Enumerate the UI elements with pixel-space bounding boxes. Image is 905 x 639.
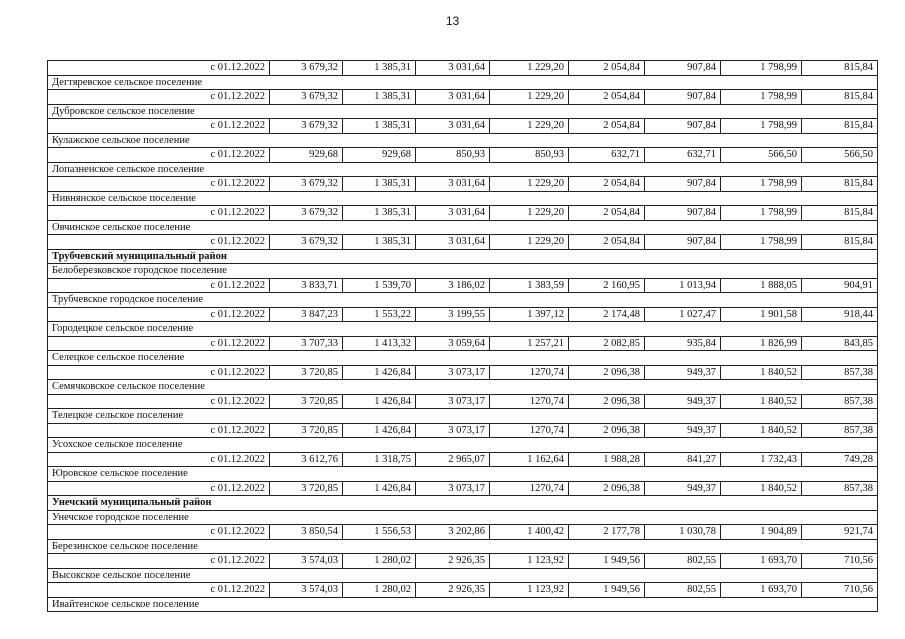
effective-date-cell: с 01.12.2022 bbox=[48, 206, 270, 221]
value-cell: 1 840,52 bbox=[721, 481, 802, 496]
value-cell: 3 720,85 bbox=[270, 394, 343, 409]
effective-date-cell: с 01.12.2022 bbox=[48, 61, 270, 76]
value-cell: 3 679,32 bbox=[270, 177, 343, 192]
value-cell: 815,84 bbox=[802, 119, 878, 134]
effective-date-cell: с 01.12.2022 bbox=[48, 452, 270, 467]
value-cell: 3 574,03 bbox=[270, 554, 343, 569]
value-cell: 857,38 bbox=[802, 481, 878, 496]
effective-date-cell: с 01.12.2022 bbox=[48, 394, 270, 409]
table-row bbox=[48, 452, 878, 467]
value-cell: 815,84 bbox=[802, 61, 878, 76]
value-cell: 1 397,12 bbox=[490, 307, 569, 322]
settlement-row bbox=[48, 264, 878, 279]
value-cell: 1 553,22 bbox=[343, 307, 416, 322]
value-cell: 921,74 bbox=[802, 525, 878, 540]
table-row bbox=[48, 307, 878, 322]
value-cell: 3 073,17 bbox=[416, 394, 490, 409]
value-cell: 1 385,31 bbox=[343, 119, 416, 134]
value-cell: 1 385,31 bbox=[343, 235, 416, 250]
value-cell: 1 123,92 bbox=[490, 583, 569, 598]
effective-date-cell: с 01.12.2022 bbox=[48, 235, 270, 250]
district-name: Трубчевский муниципальный район bbox=[48, 249, 878, 264]
value-cell: 3 720,85 bbox=[270, 423, 343, 438]
value-cell: 3 679,32 bbox=[270, 61, 343, 76]
effective-date-cell: с 01.12.2022 bbox=[48, 148, 270, 163]
value-cell: 3 833,71 bbox=[270, 278, 343, 293]
district-header-row bbox=[48, 249, 878, 264]
value-cell: 3 574,03 bbox=[270, 583, 343, 598]
value-cell: 749,28 bbox=[802, 452, 878, 467]
settlement-row bbox=[48, 438, 878, 453]
table-row bbox=[48, 90, 878, 105]
table-row bbox=[48, 423, 878, 438]
district-header-row bbox=[48, 496, 878, 511]
settlement-name: Нивнянское сельское поселение bbox=[48, 191, 878, 206]
settlement-row bbox=[48, 539, 878, 554]
value-cell: 1 385,31 bbox=[343, 61, 416, 76]
value-cell: 1 385,31 bbox=[343, 177, 416, 192]
settlement-row bbox=[48, 293, 878, 308]
value-cell: 632,71 bbox=[569, 148, 645, 163]
settlement-name: Высокское сельское поселение bbox=[48, 568, 878, 583]
settlement-name: Дубровское сельское поселение bbox=[48, 104, 878, 119]
value-cell: 3 031,64 bbox=[416, 61, 490, 76]
value-cell: 1 798,99 bbox=[721, 61, 802, 76]
value-cell: 1 229,20 bbox=[490, 206, 569, 221]
value-cell: 1 229,20 bbox=[490, 177, 569, 192]
value-cell: 949,37 bbox=[645, 365, 721, 380]
value-cell: 949,37 bbox=[645, 481, 721, 496]
settlement-name: Дегтяревское сельское поселение bbox=[48, 75, 878, 90]
value-cell: 1270,74 bbox=[490, 365, 569, 380]
value-cell: 2 082,85 bbox=[569, 336, 645, 351]
value-cell: 3 720,85 bbox=[270, 365, 343, 380]
effective-date-cell: с 01.12.2022 bbox=[48, 90, 270, 105]
value-cell: 1 318,75 bbox=[343, 452, 416, 467]
value-cell: 802,55 bbox=[645, 583, 721, 598]
value-cell: 3 031,64 bbox=[416, 206, 490, 221]
table-row bbox=[48, 583, 878, 598]
value-cell: 1 732,43 bbox=[721, 452, 802, 467]
settlement-row bbox=[48, 322, 878, 337]
table-row bbox=[48, 61, 878, 76]
value-cell: 815,84 bbox=[802, 206, 878, 221]
settlement-name: Усохское сельское поселение bbox=[48, 438, 878, 453]
effective-date-cell: с 01.12.2022 bbox=[48, 525, 270, 540]
value-cell: 1 798,99 bbox=[721, 119, 802, 134]
value-cell: 850,93 bbox=[416, 148, 490, 163]
value-cell: 1 539,70 bbox=[343, 278, 416, 293]
settlement-name: Юровское сельское поселение bbox=[48, 467, 878, 482]
settlement-name: Кулажское сельское поселение bbox=[48, 133, 878, 148]
value-cell: 3 850,54 bbox=[270, 525, 343, 540]
value-cell: 2 177,78 bbox=[569, 525, 645, 540]
settlement-name: Семячковское сельское поселение bbox=[48, 380, 878, 395]
value-cell: 2 054,84 bbox=[569, 206, 645, 221]
table-row bbox=[48, 119, 878, 134]
effective-date-cell: с 01.12.2022 bbox=[48, 583, 270, 598]
value-cell: 1 840,52 bbox=[721, 365, 802, 380]
settlement-name: Телецкое сельское поселение bbox=[48, 409, 878, 424]
value-cell: 1 798,99 bbox=[721, 206, 802, 221]
value-cell: 850,93 bbox=[490, 148, 569, 163]
value-cell: 2 054,84 bbox=[569, 177, 645, 192]
value-cell: 1 426,84 bbox=[343, 394, 416, 409]
value-cell: 2 926,35 bbox=[416, 554, 490, 569]
table-row bbox=[48, 394, 878, 409]
value-cell: 3 679,32 bbox=[270, 235, 343, 250]
settlement-name: Лопазненское сельское поселение bbox=[48, 162, 878, 177]
table-row bbox=[48, 336, 878, 351]
value-cell: 1 229,20 bbox=[490, 90, 569, 105]
value-cell: 1 426,84 bbox=[343, 423, 416, 438]
value-cell: 2 965,07 bbox=[416, 452, 490, 467]
value-cell: 1 693,70 bbox=[721, 554, 802, 569]
value-cell: 841,27 bbox=[645, 452, 721, 467]
settlement-name: Унечское городское поселение bbox=[48, 510, 878, 525]
settlement-row bbox=[48, 75, 878, 90]
effective-date-cell: с 01.12.2022 bbox=[48, 365, 270, 380]
value-cell: 3 679,32 bbox=[270, 206, 343, 221]
value-cell: 632,71 bbox=[645, 148, 721, 163]
value-cell: 1 162,64 bbox=[490, 452, 569, 467]
table-row bbox=[48, 365, 878, 380]
value-cell: 3 679,32 bbox=[270, 90, 343, 105]
value-cell: 1 030,78 bbox=[645, 525, 721, 540]
settlement-row bbox=[48, 568, 878, 583]
effective-date-cell: с 01.12.2022 bbox=[48, 481, 270, 496]
value-cell: 3 073,17 bbox=[416, 423, 490, 438]
value-cell: 1 988,28 bbox=[569, 452, 645, 467]
value-cell: 3 031,64 bbox=[416, 90, 490, 105]
value-cell: 1 257,21 bbox=[490, 336, 569, 351]
settlement-row bbox=[48, 597, 878, 612]
settlement-name: Овчинское сельское поселение bbox=[48, 220, 878, 235]
settlement-name: Белоберезковское городское поселение bbox=[48, 264, 878, 279]
settlement-row bbox=[48, 467, 878, 482]
value-cell: 2 054,84 bbox=[569, 119, 645, 134]
settlement-name: Селецкое сельское поселение bbox=[48, 351, 878, 366]
tariff-table bbox=[47, 60, 878, 612]
settlement-row bbox=[48, 409, 878, 424]
value-cell: 2 054,84 bbox=[569, 90, 645, 105]
value-cell: 2 926,35 bbox=[416, 583, 490, 598]
value-cell: 1 426,84 bbox=[343, 365, 416, 380]
value-cell: 1 840,52 bbox=[721, 423, 802, 438]
value-cell: 857,38 bbox=[802, 394, 878, 409]
table-body bbox=[48, 61, 878, 612]
value-cell: 1270,74 bbox=[490, 423, 569, 438]
table-row bbox=[48, 206, 878, 221]
value-cell: 3 186,02 bbox=[416, 278, 490, 293]
table-row bbox=[48, 235, 878, 250]
value-cell: 815,84 bbox=[802, 235, 878, 250]
settlement-row bbox=[48, 133, 878, 148]
value-cell: 3 031,64 bbox=[416, 235, 490, 250]
table-row bbox=[48, 554, 878, 569]
value-cell: 918,44 bbox=[802, 307, 878, 322]
value-cell: 1 229,20 bbox=[490, 235, 569, 250]
page-number: 13 bbox=[445, 14, 460, 28]
value-cell: 949,37 bbox=[645, 423, 721, 438]
value-cell: 1 840,52 bbox=[721, 394, 802, 409]
value-cell: 907,84 bbox=[645, 119, 721, 134]
effective-date-cell: с 01.12.2022 bbox=[48, 423, 270, 438]
value-cell: 1 426,84 bbox=[343, 481, 416, 496]
value-cell: 1 280,02 bbox=[343, 554, 416, 569]
value-cell: 907,84 bbox=[645, 235, 721, 250]
value-cell: 815,84 bbox=[802, 90, 878, 105]
table-row bbox=[48, 481, 878, 496]
value-cell: 3 707,33 bbox=[270, 336, 343, 351]
value-cell: 710,56 bbox=[802, 554, 878, 569]
value-cell: 3 031,64 bbox=[416, 177, 490, 192]
value-cell: 1 904,89 bbox=[721, 525, 802, 540]
value-cell: 3 612,76 bbox=[270, 452, 343, 467]
settlement-row bbox=[48, 220, 878, 235]
value-cell: 2 096,38 bbox=[569, 481, 645, 496]
value-cell: 2 174,48 bbox=[569, 307, 645, 322]
value-cell: 2 096,38 bbox=[569, 394, 645, 409]
value-cell: 857,38 bbox=[802, 423, 878, 438]
table-row bbox=[48, 177, 878, 192]
settlement-row bbox=[48, 191, 878, 206]
value-cell: 1 798,99 bbox=[721, 90, 802, 105]
value-cell: 1270,74 bbox=[490, 481, 569, 496]
value-cell: 907,84 bbox=[645, 206, 721, 221]
value-cell: 1 888,05 bbox=[721, 278, 802, 293]
value-cell: 1270,74 bbox=[490, 394, 569, 409]
value-cell: 3 679,32 bbox=[270, 119, 343, 134]
value-cell: 929,68 bbox=[270, 148, 343, 163]
effective-date-cell: с 01.12.2022 bbox=[48, 119, 270, 134]
value-cell: 907,84 bbox=[645, 90, 721, 105]
value-cell: 1 400,42 bbox=[490, 525, 569, 540]
value-cell: 1 413,32 bbox=[343, 336, 416, 351]
value-cell: 857,38 bbox=[802, 365, 878, 380]
value-cell: 935,84 bbox=[645, 336, 721, 351]
settlement-row bbox=[48, 380, 878, 395]
settlement-row bbox=[48, 351, 878, 366]
settlement-name: Городецкое сельское поселение bbox=[48, 322, 878, 337]
effective-date-cell: с 01.12.2022 bbox=[48, 177, 270, 192]
value-cell: 1 693,70 bbox=[721, 583, 802, 598]
value-cell: 1 798,99 bbox=[721, 235, 802, 250]
value-cell: 1 901,58 bbox=[721, 307, 802, 322]
value-cell: 1 798,99 bbox=[721, 177, 802, 192]
value-cell: 1 383,59 bbox=[490, 278, 569, 293]
value-cell: 1 556,53 bbox=[343, 525, 416, 540]
table-row bbox=[48, 525, 878, 540]
value-cell: 2 096,38 bbox=[569, 365, 645, 380]
value-cell: 710,56 bbox=[802, 583, 878, 598]
value-cell: 3 202,86 bbox=[416, 525, 490, 540]
value-cell: 802,55 bbox=[645, 554, 721, 569]
table-row bbox=[48, 278, 878, 293]
value-cell: 3 073,17 bbox=[416, 365, 490, 380]
effective-date-cell: с 01.12.2022 bbox=[48, 307, 270, 322]
value-cell: 815,84 bbox=[802, 177, 878, 192]
value-cell: 3 073,17 bbox=[416, 481, 490, 496]
settlement-name: Березинское сельское поселение bbox=[48, 539, 878, 554]
value-cell: 566,50 bbox=[721, 148, 802, 163]
value-cell: 2 054,84 bbox=[569, 235, 645, 250]
value-cell: 1 013,94 bbox=[645, 278, 721, 293]
value-cell: 566,50 bbox=[802, 148, 878, 163]
effective-date-cell: с 01.12.2022 bbox=[48, 336, 270, 351]
value-cell: 1 949,56 bbox=[569, 583, 645, 598]
settlement-row bbox=[48, 104, 878, 119]
settlement-row bbox=[48, 510, 878, 525]
value-cell: 907,84 bbox=[645, 61, 721, 76]
value-cell: 3 031,64 bbox=[416, 119, 490, 134]
value-cell: 2 054,84 bbox=[569, 61, 645, 76]
value-cell: 1 826,99 bbox=[721, 336, 802, 351]
value-cell: 2 160,95 bbox=[569, 278, 645, 293]
settlement-row bbox=[48, 162, 878, 177]
value-cell: 1 123,92 bbox=[490, 554, 569, 569]
value-cell: 3 720,85 bbox=[270, 481, 343, 496]
value-cell: 1 280,02 bbox=[343, 583, 416, 598]
effective-date-cell: с 01.12.2022 bbox=[48, 278, 270, 293]
settlement-name: Ивайтенское сельское поселение bbox=[48, 597, 878, 612]
district-name: Унечский муниципальный район bbox=[48, 496, 878, 511]
value-cell: 3 059,64 bbox=[416, 336, 490, 351]
value-cell: 1 027,47 bbox=[645, 307, 721, 322]
value-cell: 1 949,56 bbox=[569, 554, 645, 569]
value-cell: 929,68 bbox=[343, 148, 416, 163]
value-cell: 1 229,20 bbox=[490, 61, 569, 76]
value-cell: 1 229,20 bbox=[490, 119, 569, 134]
value-cell: 843,85 bbox=[802, 336, 878, 351]
table-row bbox=[48, 148, 878, 163]
value-cell: 949,37 bbox=[645, 394, 721, 409]
value-cell: 3 199,55 bbox=[416, 307, 490, 322]
value-cell: 1 385,31 bbox=[343, 206, 416, 221]
effective-date-cell: с 01.12.2022 bbox=[48, 554, 270, 569]
settlement-name: Трубчевское городское поселение bbox=[48, 293, 878, 308]
value-cell: 1 385,31 bbox=[343, 90, 416, 105]
value-cell: 2 096,38 bbox=[569, 423, 645, 438]
value-cell: 904,91 bbox=[802, 278, 878, 293]
value-cell: 3 847,23 bbox=[270, 307, 343, 322]
value-cell: 907,84 bbox=[645, 177, 721, 192]
